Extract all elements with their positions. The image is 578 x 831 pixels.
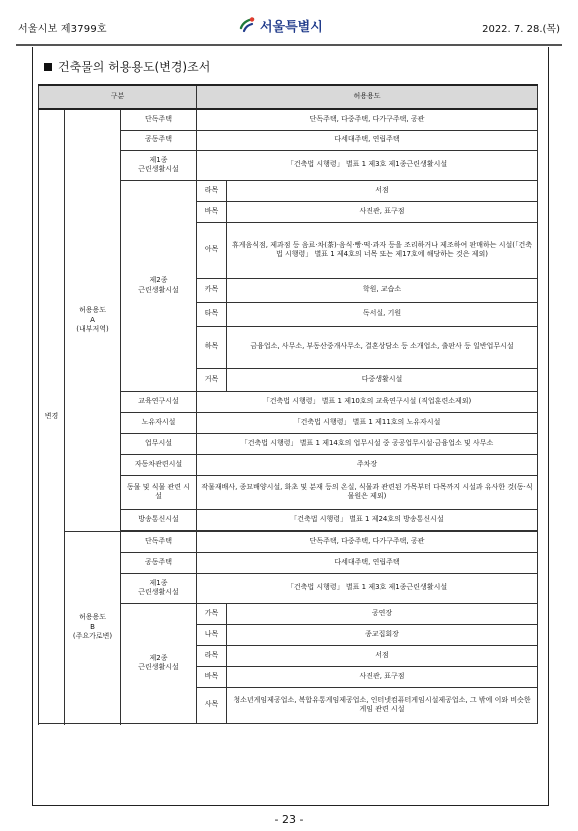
table-cell: 라목 [197,645,227,666]
group-a-label: 허용용도 A (내부저역) [65,109,121,531]
table-cell: 가목 [197,603,227,624]
table-cell: 학원, 교습소 [227,278,538,302]
allowed-use-table [38,84,538,724]
table-cell: 동물 및 식물 관련 시설 [121,475,197,509]
table-cell: 공동주택 [121,130,197,150]
table-cell: 「건축법 시행령」 별표 1 제3호 제1종근린생활시설 [197,150,538,180]
table-cell: 사목 [197,687,227,723]
table-cell: 다세대주택, 연립주택 [197,552,538,573]
table-cell: 단독주택, 다중주택, 다가구주택, 공관 [197,531,538,552]
table-cell: 교육연구시설 [121,391,197,412]
table-cell: 제1종 근린생활시설 [121,150,197,180]
table-cell: 휴게음식점, 제과점 등 음료·차(茶)·음식·빵·떡·과자 등을 조리하거나 제조하여 판매하는 시설(「건축법 시행령」 별표 1 제4호의 너목 또는 제17호에 해당하는 것은 제외) [227,222,538,278]
seoul-logo-text: 서울특별시 [260,19,323,35]
table-cell: 사진관, 표구점 [227,201,538,222]
table-cell: 바목 [197,666,227,687]
table-cell: 청소년게임제공업소, 복합유통게임제공업소, 인터넷컴퓨터게임시설제공업소, 그 밖에 이와 비슷한 게임 관련 시설 [227,687,538,723]
header-category: 구분 [39,85,197,109]
table-cell: 하목 [197,326,227,368]
table-cell: 「건축법 시행령」 별표 1 제10호의 교육연구시설 (직업훈련소제외) [197,391,538,412]
table-cell: 거목 [197,368,227,391]
square-bullet-icon [44,63,52,71]
table-cell: 「건축법 시행령」 별표 1 제11호의 노유자시설 [197,412,538,433]
table-cell: 다세대주택, 연립주택 [197,130,538,150]
table-cell: 아목 [197,222,227,278]
change-label: 변경 [39,109,65,724]
table-cell: 제2종 근린생활시설 [121,180,197,391]
table-cell: 「건축법 시행령」 별표 1 제24호의 방송통신시설 [197,509,538,530]
table-cell: 사진관, 표구점 [227,666,538,687]
table-cell: 제1종 근린생활시설 [121,573,197,603]
table-cell: 독서실, 기원 [227,302,538,326]
page-header [0,14,578,38]
document-title [44,58,210,75]
document-title-text: 건축물의 허용용도(변경)조서 [58,60,211,74]
table-cell: 카목 [197,278,227,302]
table-cell: 공동주택 [121,552,197,573]
table-cell: 작물재배사, 종묘배양시설, 화초 및 분재 등의 온실, 식물과 관련된 가목부터 다목까지 시설과 유사한 것(동·식물원은 제외) [197,475,538,509]
header-allowed-use: 허용용도 [197,85,538,109]
table-cell: 주차장 [197,454,538,475]
table-cell: 다중생활시설 [227,368,538,391]
table-cell: 단독주택 [121,109,197,130]
table-cell: 서점 [227,180,538,201]
table-cell: 「건축법 시행령」 별표 1 제3호 제1종근린생활시설 [197,573,538,603]
table-cell: 단독주택, 다중주택, 다가구주택, 공관 [197,109,538,130]
table-cell: 라목 [197,180,227,201]
table-cell: 타목 [197,302,227,326]
table-cell: 단독주택 [121,531,197,552]
table-cell: 나목 [197,624,227,645]
table-cell: 금융업소, 사무소, 부동산중개사무소, 결혼상담소 등 소개업소, 출판사 등 일반업무시설 [227,326,538,368]
table-cell: 업무시설 [121,433,197,454]
table-cell: 서점 [227,645,538,666]
table-cell: 자동차관련시설 [121,454,197,475]
table-cell: 바목 [197,201,227,222]
seoul-logo [238,14,323,36]
table-cell: 방송통신시설 [121,509,197,530]
bulletin-number: 서울시보 제3799호 [18,24,107,35]
seoul-logo-icon [238,16,256,34]
issue-date: 2022. 7. 28.(목) [482,24,560,35]
header-divider [16,44,562,46]
table-cell: 노유자시설 [121,412,197,433]
table-cell: 「건축법 시행령」 별표 1 제14호의 업무시설 중 공공업무시설·금융업소 및 사무소 [197,433,538,454]
table-cell: 종교집회장 [227,624,538,645]
table-cell: 제2종 근린생활시설 [121,603,197,723]
page-number: - 23 - [274,813,304,826]
table-cell: 공연장 [227,603,538,624]
group-b-label: 허용용도 B (주요가로변) [65,531,121,724]
